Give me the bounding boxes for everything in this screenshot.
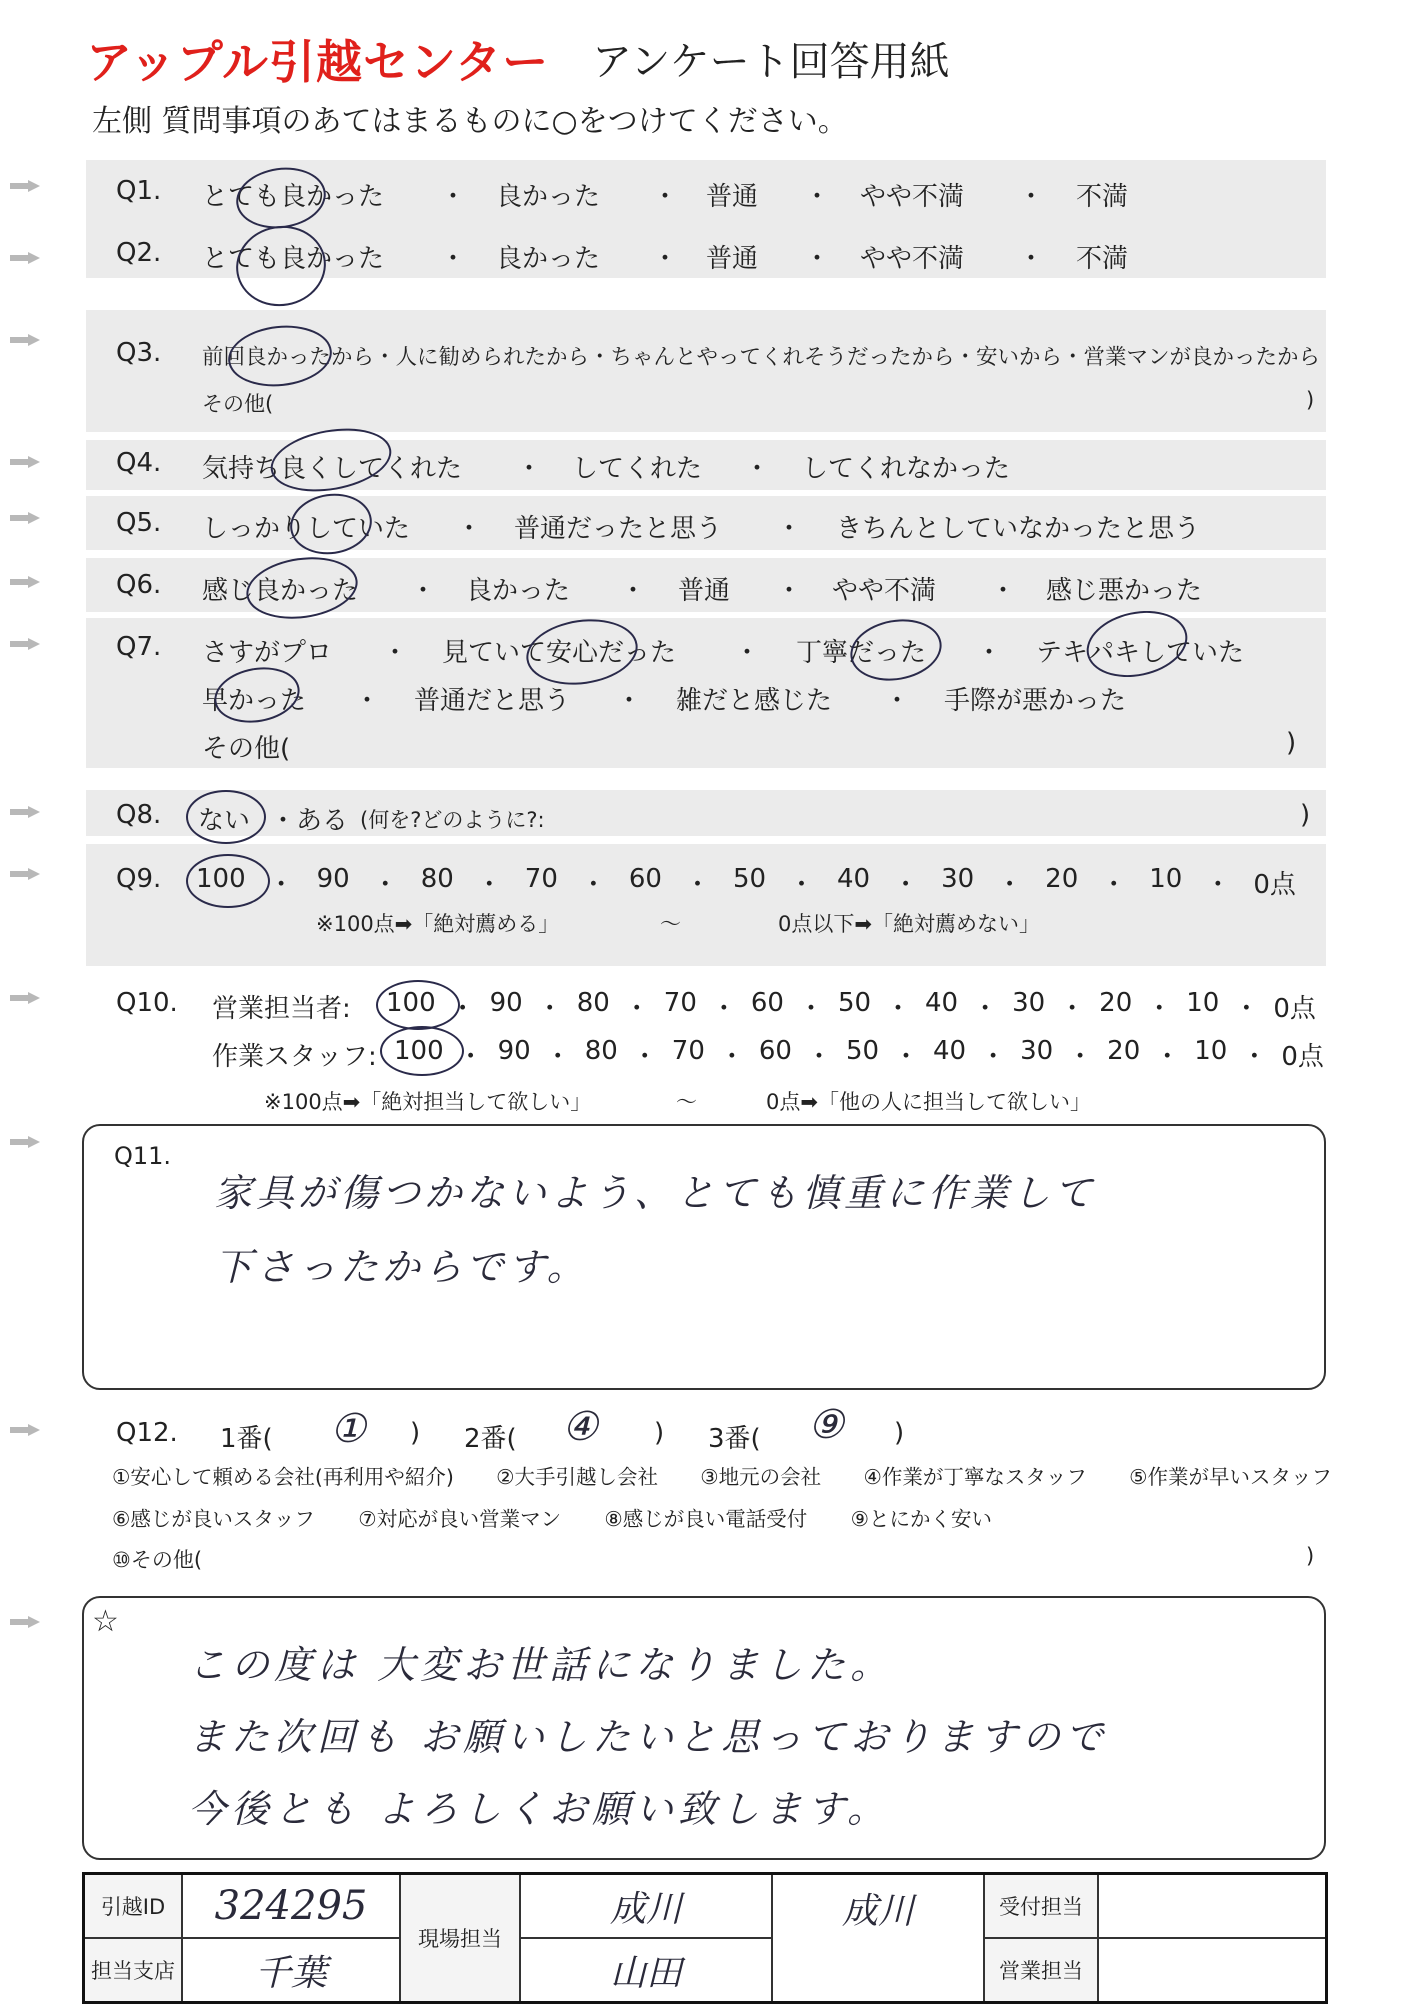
separator: ・ — [623, 994, 650, 1024]
q6-option[interactable]: やや不満 — [832, 576, 937, 606]
q6-option[interactable]: 感じ悪かった — [1046, 576, 1203, 606]
arrow-icon — [10, 992, 40, 1004]
separator: ・ — [456, 514, 483, 544]
q10-score[interactable]: 70 — [663, 988, 697, 1018]
q12-choice: ⑥感じが良いスタッフ — [112, 1507, 315, 1531]
arrow-icon — [10, 638, 40, 650]
answer-circle — [186, 854, 270, 908]
company-name: アップル引越センター — [86, 35, 550, 89]
q9-scale — [196, 864, 1296, 901]
arrow-icon — [10, 1136, 40, 1148]
q4-label: Q4. — [116, 448, 162, 478]
separator: ・ — [620, 576, 647, 606]
answer-circle — [186, 790, 266, 844]
q12-choice: ⑧感じが良い電話受付 — [604, 1507, 808, 1531]
q10-score[interactable]: 40 — [925, 988, 959, 1018]
q4-option[interactable]: してくれなかった — [802, 454, 1011, 484]
separator: ・ — [744, 454, 771, 484]
band-q9 — [86, 844, 1326, 966]
q7-option[interactable]: 雑だと感じた — [676, 686, 833, 716]
reception-staff-value[interactable] — [1098, 1874, 1327, 1939]
separator: ・ — [788, 870, 815, 900]
q10-score[interactable]: 20 — [1107, 1036, 1141, 1066]
q11-answer-line: 家具が傷つかないよう、とても慎重に作業して — [214, 1171, 1097, 1215]
reception-staff-label: 受付担当 — [984, 1874, 1098, 1939]
q12-choice: ⑤作業が早いスタッフ — [1129, 1465, 1332, 1489]
q10-score[interactable]: 60 — [750, 988, 784, 1018]
q4-option[interactable]: してくれた — [572, 454, 703, 484]
q2-option[interactable]: 良かった — [496, 244, 601, 274]
q7-option[interactable]: 手際が悪かった — [944, 686, 1127, 716]
field-staff-1[interactable]: 成川 — [520, 1874, 772, 1939]
q12-close: ) — [654, 1418, 665, 1448]
field-staff-2[interactable]: 山田 — [520, 1938, 772, 2003]
q11-label: Q11. — [114, 1142, 172, 1170]
q1-option[interactable]: 不満 — [1076, 182, 1129, 212]
q3-label: Q3. — [116, 338, 162, 368]
comment-box[interactable] — [82, 1596, 1326, 1860]
q10-score[interactable]: 0点 — [1281, 1042, 1324, 1072]
q9-note-left: ※100点➡「絶対薦める」 — [316, 912, 560, 936]
q7-option[interactable]: テキパキしていた — [1036, 638, 1245, 668]
separator: ・ — [440, 244, 467, 274]
separator: ・ — [804, 182, 831, 212]
sales-staff-label: 営業担当 — [984, 1938, 1098, 2003]
q2-option[interactable]: 普通 — [706, 244, 759, 274]
q12-choice: ①安心して頼める会社(再利用や紹介) — [112, 1465, 454, 1489]
arrow-icon — [10, 576, 40, 588]
comment-line: また次回も お願いしたいと思っておりますので — [188, 1715, 1109, 1759]
separator: ・ — [893, 1042, 920, 1072]
separator: ・ — [1018, 182, 1045, 212]
q3-other-close: ) — [1306, 388, 1315, 412]
staff-table — [82, 1872, 1328, 2004]
separator: ・ — [631, 1042, 658, 1072]
q12-choice: ⑦対応が良い営業マン — [358, 1507, 562, 1531]
q9-score[interactable]: 0点 — [1253, 870, 1296, 900]
separator: ・ — [1233, 994, 1260, 1024]
q12-close: ) — [894, 1418, 905, 1448]
q12-other[interactable]: ⑩その他( — [112, 1548, 203, 1572]
arrow-icon — [10, 806, 40, 818]
q11-answer-box[interactable] — [82, 1124, 1326, 1390]
q10-sales-label: 営業担当者: — [212, 994, 351, 1024]
q10-note-left: ※100点➡「絶対担当して欲しい」 — [264, 1090, 592, 1114]
separator: ・ — [976, 638, 1003, 668]
arrow-icon — [10, 252, 40, 264]
arrow-icon — [10, 512, 40, 524]
separator: ・ — [797, 994, 824, 1024]
separator: ・ — [1018, 244, 1045, 274]
q12-choices-row1 — [112, 1460, 1332, 1490]
q7-other-close: ) — [1286, 728, 1297, 758]
separator: ・ — [972, 994, 999, 1024]
q7-option[interactable]: さすがプロ — [202, 638, 333, 668]
separator: ・ — [776, 576, 803, 606]
q8-option-none[interactable]: ない — [198, 806, 251, 836]
separator: ・ — [372, 870, 399, 900]
q10-score[interactable]: 0点 — [1273, 994, 1316, 1024]
branch-value[interactable]: 千葉 — [182, 1938, 400, 2003]
q1-option[interactable]: やや不満 — [860, 182, 965, 212]
arrow-icon — [10, 868, 40, 880]
q6-label: Q6. — [116, 570, 162, 600]
q10-score[interactable]: 70 — [671, 1036, 705, 1066]
separator: ・ — [892, 870, 919, 900]
q12-choice: ④作業が丁寧なスタッフ — [863, 1465, 1087, 1489]
move-id-value[interactable]: 324295 — [182, 1874, 400, 1939]
q10-score[interactable]: 80 — [576, 988, 610, 1018]
q2-label: Q2. — [116, 238, 162, 268]
separator: ・ — [382, 638, 409, 668]
q9-score[interactable]: 40 — [837, 864, 871, 894]
q10-score[interactable]: 100 — [386, 988, 436, 1018]
arrow-icon — [10, 1424, 40, 1436]
q12-third-value[interactable]: ⑨ — [808, 1402, 844, 1448]
q12-third-label: 3番( — [708, 1424, 761, 1454]
q10-score[interactable]: 30 — [1020, 1036, 1054, 1066]
q5-label: Q5. — [116, 508, 162, 538]
sales-staff-value[interactable] — [1098, 1938, 1327, 2003]
separator: ・ — [734, 638, 761, 668]
separator: ・ — [457, 1042, 484, 1072]
separator: ・ — [580, 870, 607, 900]
q10-score[interactable]: 30 — [1012, 988, 1046, 1018]
arrow-icon — [10, 334, 40, 346]
q3-options[interactable]: 前回良かったから・人に勧められたから・ちゃんとやってくれそうだったから・安いから・営業マンが良かったから — [202, 345, 1321, 370]
q10-score[interactable]: 40 — [933, 1036, 967, 1066]
q12-label: Q12. — [116, 1418, 178, 1448]
q4-option[interactable]: 気持ち良くしてくれた — [202, 454, 463, 484]
separator: ・ — [980, 1042, 1007, 1072]
q6-option[interactable]: 普通 — [678, 576, 731, 606]
q5-option[interactable]: 普通だったと思う — [514, 514, 723, 544]
separator: ・ — [1241, 1042, 1268, 1072]
q1-option[interactable]: とても良かった — [202, 182, 385, 212]
q2-option[interactable]: とても良かった — [202, 244, 385, 274]
q10-staff-scale — [394, 1036, 1324, 1073]
q7-option[interactable]: 丁寧だった — [796, 638, 927, 668]
q10-score[interactable]: 10 — [1186, 988, 1220, 1018]
q9-score[interactable]: 60 — [628, 864, 662, 894]
branch-label: 担当支店 — [84, 1938, 183, 2003]
form-title: アンケート回答用紙 — [592, 39, 950, 85]
q12-choice: ②大手引越し会社 — [496, 1465, 659, 1489]
q10-sales-scale — [386, 988, 1316, 1025]
star-icon: ☆ — [92, 1604, 119, 1639]
q10-score[interactable]: 20 — [1099, 988, 1133, 1018]
q12-second-label: 2番( — [464, 1424, 517, 1454]
separator: ・ — [410, 576, 437, 606]
separator: ・ — [354, 686, 381, 716]
separator: ・ — [885, 994, 912, 1024]
q2-option[interactable]: 不満 — [1076, 244, 1129, 274]
field-staff-label: 現場担当 — [400, 1874, 520, 2003]
q2-option[interactable]: やや不満 — [860, 244, 965, 274]
q9-score[interactable]: 90 — [316, 864, 350, 894]
q12-choices-row2 — [112, 1502, 992, 1532]
separator: ・ — [776, 514, 803, 544]
q8-option-some[interactable]: ・ある — [270, 806, 349, 836]
q9-score[interactable]: 20 — [1045, 864, 1079, 894]
q10-score[interactable]: 50 — [837, 988, 872, 1018]
q12-choice: ⑨とにかく安い — [850, 1507, 992, 1531]
q3-other[interactable]: その他( — [202, 392, 274, 416]
separator: ・ — [476, 870, 503, 900]
q10-note-right: 0点➡「他の人に担当して欲しい」 — [766, 1090, 1091, 1114]
q1-option[interactable]: 良かった — [496, 182, 601, 212]
separator: ・ — [990, 576, 1017, 606]
q10-score[interactable]: 90 — [497, 1036, 531, 1066]
q7-option[interactable]: 普通だと思う — [414, 686, 571, 716]
instruction: 左側 質問事項のあてはまるものに○をつけてください。 — [92, 104, 848, 139]
separator: ・ — [652, 244, 679, 274]
q5-option[interactable]: しっかりしていた — [202, 514, 411, 544]
separator: ・ — [1204, 870, 1231, 900]
q6-option[interactable]: 感じ良かった — [202, 576, 359, 606]
separator: ・ — [440, 182, 467, 212]
q12-first-value[interactable]: ① — [330, 1406, 366, 1452]
separator: ・ — [544, 1042, 571, 1072]
separator: ・ — [268, 870, 295, 900]
q11-answer-line: 下さったからです。 — [214, 1245, 589, 1289]
separator: ・ — [1146, 994, 1173, 1024]
arrow-icon — [10, 456, 40, 468]
q7-option[interactable]: 見ていて安心だった — [442, 638, 677, 668]
separator: ・ — [1067, 1042, 1094, 1072]
q12-close: ) — [410, 1418, 421, 1448]
q1-label: Q1. — [116, 176, 162, 206]
q9-score[interactable]: 70 — [524, 864, 558, 894]
comment-line: 今後とも よろしくお願い致します。 — [188, 1787, 891, 1831]
q10-score[interactable]: 80 — [584, 1036, 618, 1066]
q10-label: Q10. — [116, 988, 178, 1018]
q9-score[interactable]: 100 — [196, 864, 246, 894]
arrow-icon — [10, 1616, 40, 1628]
move-id-label: 引越ID — [84, 1874, 183, 1939]
q10-score[interactable]: 50 — [845, 1036, 880, 1066]
q10-score[interactable]: 100 — [394, 1036, 444, 1066]
separator: ・ — [536, 994, 563, 1024]
separator: ・ — [449, 994, 476, 1024]
q9-score[interactable]: 30 — [941, 864, 975, 894]
q10-staff-label: 作業スタッフ: — [212, 1042, 377, 1072]
q9-score[interactable]: 50 — [732, 864, 767, 894]
separator: ・ — [1154, 1042, 1181, 1072]
q9-note-right: 0点以下➡「絶対薦めない」 — [778, 912, 1040, 936]
q1-option[interactable]: 普通 — [706, 182, 759, 212]
q10-note-mid: 〜 — [676, 1090, 697, 1114]
separator: ・ — [516, 454, 543, 484]
q9-label: Q9. — [116, 864, 162, 894]
q12-choice: ③地元の会社 — [700, 1465, 822, 1489]
q7-other[interactable]: その他( — [202, 734, 291, 764]
q10-score[interactable]: 60 — [758, 1036, 792, 1066]
q12-second-value[interactable]: ④ — [562, 1404, 598, 1450]
separator: ・ — [1059, 994, 1086, 1024]
q8-close: ) — [1300, 800, 1311, 830]
q6-option[interactable]: 良かった — [466, 576, 571, 606]
q10-score[interactable]: 90 — [489, 988, 523, 1018]
separator: ・ — [996, 870, 1023, 900]
q9-score[interactable]: 10 — [1149, 864, 1183, 894]
q8-hint: (何を?どのように?: — [360, 808, 545, 832]
separator: ・ — [804, 244, 831, 274]
q9-note-mid: 〜 — [660, 912, 681, 936]
q5-option[interactable]: きちんとしていなかったと思う — [836, 514, 1201, 544]
q7-label: Q7. — [116, 632, 162, 662]
separator: ・ — [805, 1042, 832, 1072]
separator: ・ — [718, 1042, 745, 1072]
field-staff-3[interactable]: 成川 — [772, 1874, 984, 2003]
separator: ・ — [684, 870, 711, 900]
q12-first-label: 1番( — [220, 1424, 273, 1454]
q12-other-close: ) — [1306, 1544, 1315, 1568]
separator: ・ — [616, 686, 643, 716]
separator: ・ — [884, 686, 911, 716]
answer-circle — [376, 980, 460, 1030]
comment-line: この度は 大変お世話になりました。 — [188, 1643, 894, 1687]
answer-circle — [380, 1026, 464, 1076]
q8-label: Q8. — [116, 800, 162, 830]
q10-score[interactable]: 10 — [1194, 1036, 1228, 1066]
separator: ・ — [710, 994, 737, 1024]
arrow-icon — [10, 180, 40, 192]
separator: ・ — [652, 182, 679, 212]
separator: ・ — [1100, 870, 1127, 900]
q7-option[interactable]: 早かった — [202, 686, 307, 716]
q9-score[interactable]: 80 — [420, 864, 454, 894]
